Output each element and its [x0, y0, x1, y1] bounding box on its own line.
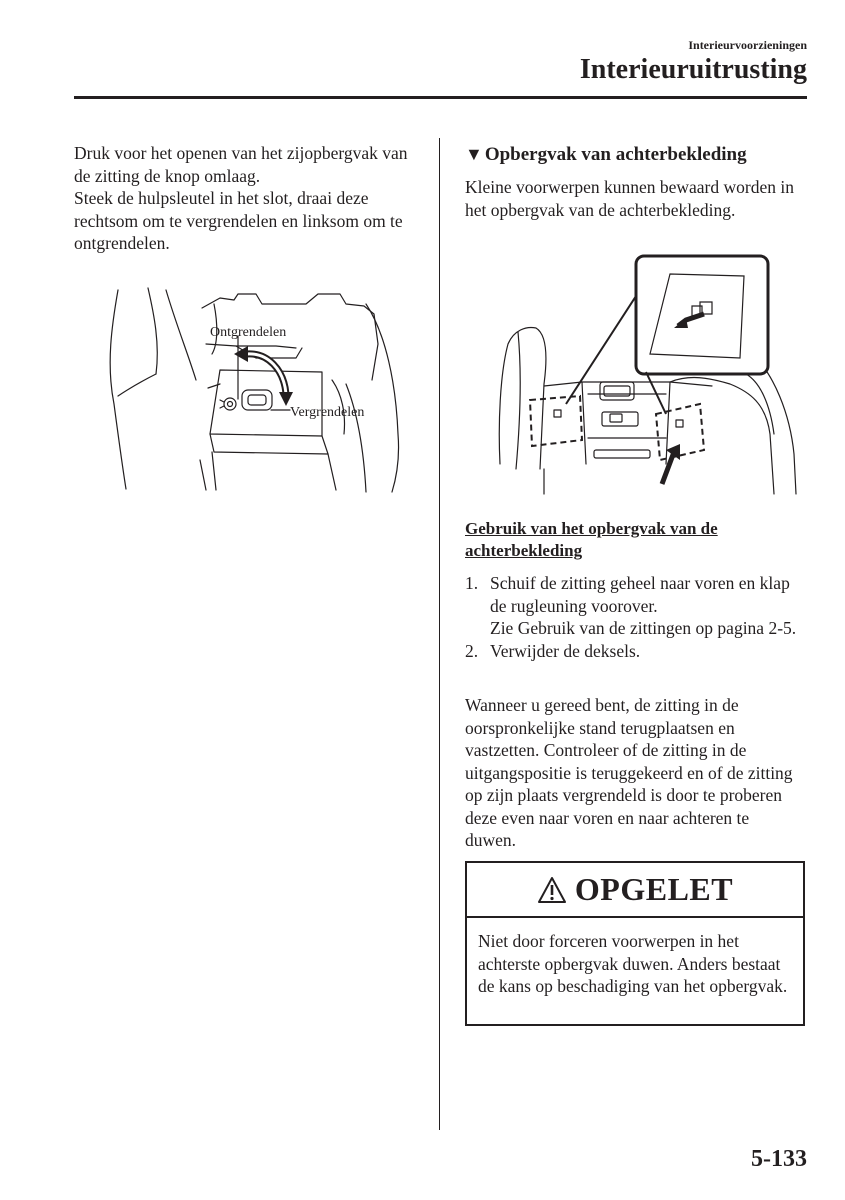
step-number: 1. — [465, 573, 479, 593]
step-number: 2. — [465, 640, 479, 661]
header-rule — [74, 96, 807, 99]
label-lock: Vergrendelen — [290, 405, 365, 420]
section-label: Interieurvoorzieningen — [688, 38, 807, 52]
heading-text: Opbergvak van achterbekleding — [484, 144, 747, 165]
left-paragraph-lock: Steek de hulpsleutel in het slot, draai deze rechtsom om te vergrendelen en linksom om te ontgrendelen. — [74, 188, 403, 253]
caution-box — [465, 861, 805, 1026]
rear-trim-storage-illustration — [490, 254, 804, 504]
page-number: 5-133 — [751, 1146, 807, 1172]
list-item — [465, 572, 805, 640]
step-text: Verwijder de deksels. — [490, 640, 641, 661]
section-heading — [465, 142, 810, 167]
seat-storage-lock-illustration — [96, 284, 416, 494]
left-paragraph-open: Druk voor het openen van het zijopbergvak van de zitting de knop omlaag. — [74, 143, 408, 186]
heading-marker-icon: ▼ — [465, 144, 483, 164]
caution-text: Niet door forceren voorwerpen in het achterste opbergvak duwen. Anders bestaat de kans op beschadiging van het opbergvak. — [478, 931, 788, 996]
left-column-text — [74, 142, 419, 255]
chapter-title: Interieuruitrusting — [579, 54, 807, 85]
caution-header — [467, 863, 803, 918]
label-unlock: Ontgrendelen — [210, 325, 287, 340]
warning-triangle-icon — [537, 876, 567, 904]
usage-subheading: Gebruik van het opbergvak van de achterbekleding — [465, 519, 718, 560]
usage-steps — [465, 572, 805, 662]
after-use-paragraph: Wanneer u gereed bent, de zitting in de oorspronkelijke stand terugplaatsen en vastzetten. Controleer of de zitting in de uitgangspositie is teruggekeerd en of de zitting op zijn plaats vergrendeld is door te proberen deze even naar voren en naar achteren te duwen. — [465, 695, 793, 850]
column-divider — [439, 138, 440, 1130]
step-reference: Zie Gebruik van de zittingen op pagina 2-5. — [490, 618, 797, 638]
step-text: Schuif de zitting geheel naar voren en klap de rugleuning voorover. — [490, 573, 790, 616]
caution-title: OPGELET — [574, 871, 734, 907]
list-item — [465, 640, 805, 663]
intro-paragraph: Kleine voorwerpen kunnen bewaard worden in het opbergvak van de achterbekleding. — [465, 177, 794, 220]
